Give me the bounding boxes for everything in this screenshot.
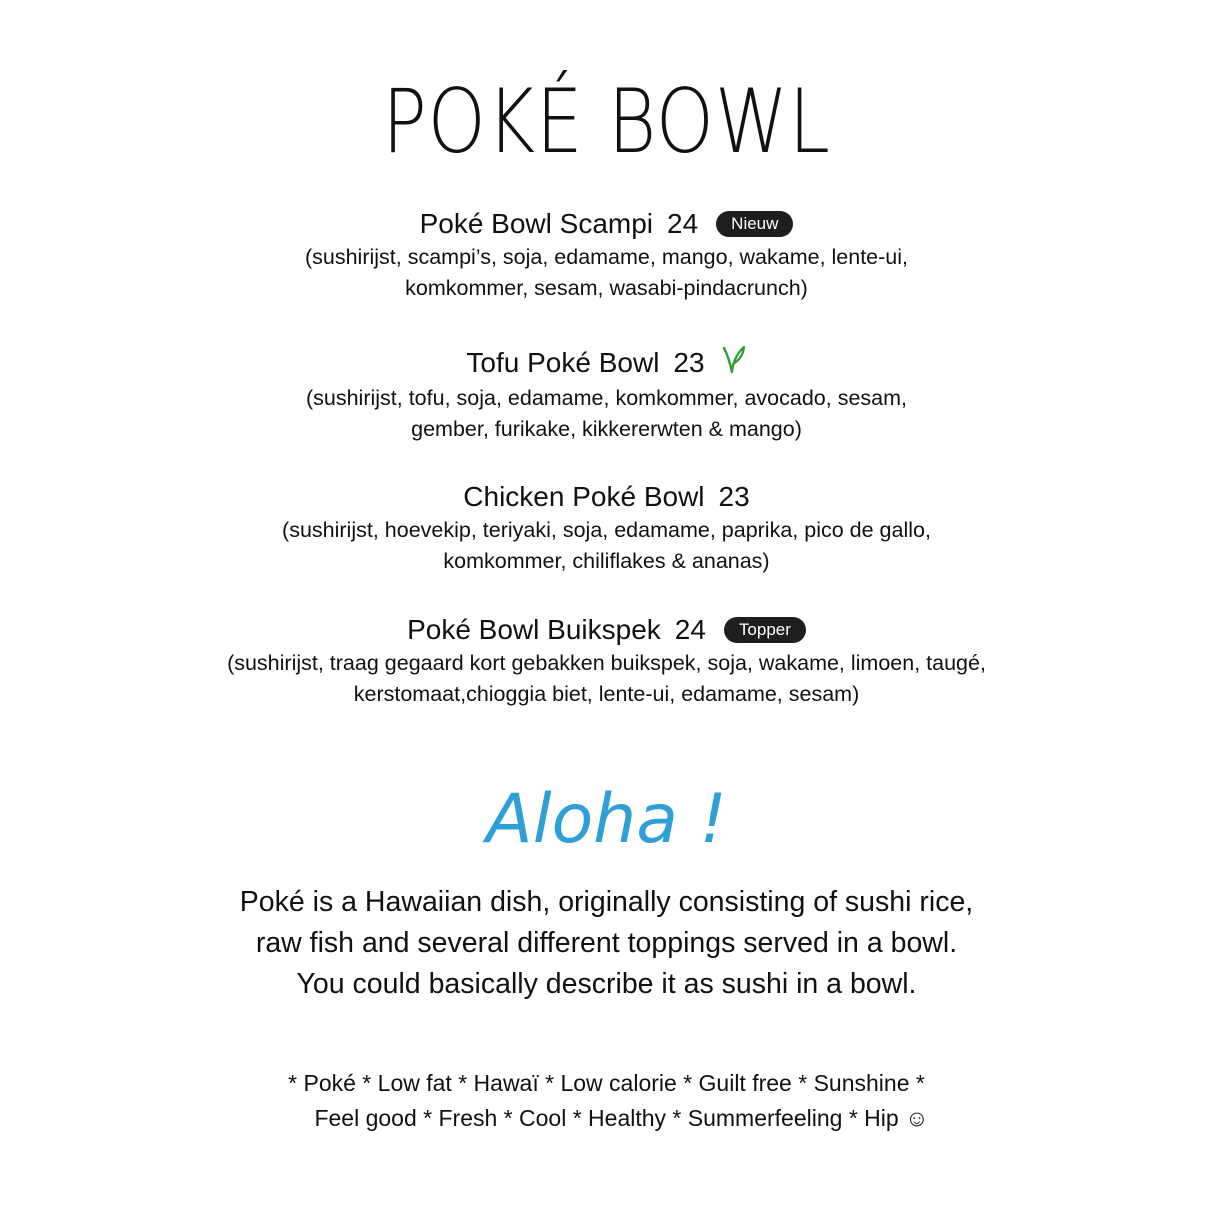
menu-item-description <box>0 242 1213 304</box>
menu-item-scampi <box>0 208 1213 304</box>
menu-item-description <box>0 648 1213 710</box>
menu-item-name: Poké Bowl Buikspek <box>407 614 661 645</box>
description-line: (sushirijst, scampi’s, soja, edamame, mango, wakame, lente-ui, <box>304 245 909 269</box>
menu-item-header <box>0 344 1213 381</box>
description-line: (sushirijst, tofu, soja, edamame, komkommer, avocado, sesam, <box>305 386 908 410</box>
menu-item-price: 24 <box>674 614 706 645</box>
menu-item-header <box>0 481 1213 513</box>
tagline <box>0 1066 1213 1136</box>
intro-line: Poké is a Hawaiian dish, originally consisting of sushi rice, <box>239 886 974 918</box>
intro-paragraph <box>0 882 1213 1005</box>
menu-item-description <box>0 515 1213 577</box>
menu-item-buikspek <box>0 614 1213 710</box>
menu-item-header <box>0 614 1213 646</box>
tagline-line: Feel good * Fresh * Cool * Healthy * Summerfeeling * Hip ☺ <box>314 1105 929 1131</box>
page-title: POKÉ BOWL <box>382 70 831 173</box>
description-line: (sushirijst, hoevekip, teriyaki, soja, edamame, paprika, pico de gallo, <box>282 518 931 542</box>
menu-item-header <box>0 208 1213 240</box>
menu-item-description <box>0 383 1213 445</box>
description-line: komkommer, sesam, wasabi-pindacrunch) <box>405 276 808 300</box>
new-badge: Nieuw <box>716 211 793 237</box>
menu-item-tofu <box>0 344 1213 445</box>
menu-item-name: Poké Bowl Scampi <box>419 208 654 239</box>
menu-item-name: Chicken Poké Bowl <box>463 481 705 512</box>
menu-item-price: 23 <box>718 481 750 512</box>
tagline-line: * Poké * Low fat * Hawaï * Low calorie * Guilt free * Sunshine * <box>288 1070 925 1096</box>
menu-item-price: 23 <box>673 347 705 378</box>
description-line: gember, furikake, kikkererwten & mango) <box>411 417 802 441</box>
intro-line: You could basically describe it as sushi in a bowl. <box>296 968 917 1000</box>
vegan-leaf-icon <box>721 344 747 381</box>
menu-item-name: Tofu Poké Bowl <box>466 347 660 378</box>
aloha-heading: Aloha ! <box>486 780 727 859</box>
description-line: kerstomaat,chioggia biet, lente-ui, edamame, sesam) <box>353 682 860 706</box>
topper-badge: Topper <box>724 617 806 643</box>
description-line: komkommer, chiliflakes & ananas) <box>443 549 770 573</box>
menu-item-chicken <box>0 481 1213 577</box>
description-line: (sushirijst, traag gegaard kort gebakken buikspek, soja, wakame, limoen, taugé, <box>227 651 986 675</box>
intro-line: raw fish and several different toppings served in a bowl. <box>255 927 958 959</box>
menu-item-price: 24 <box>667 208 699 239</box>
